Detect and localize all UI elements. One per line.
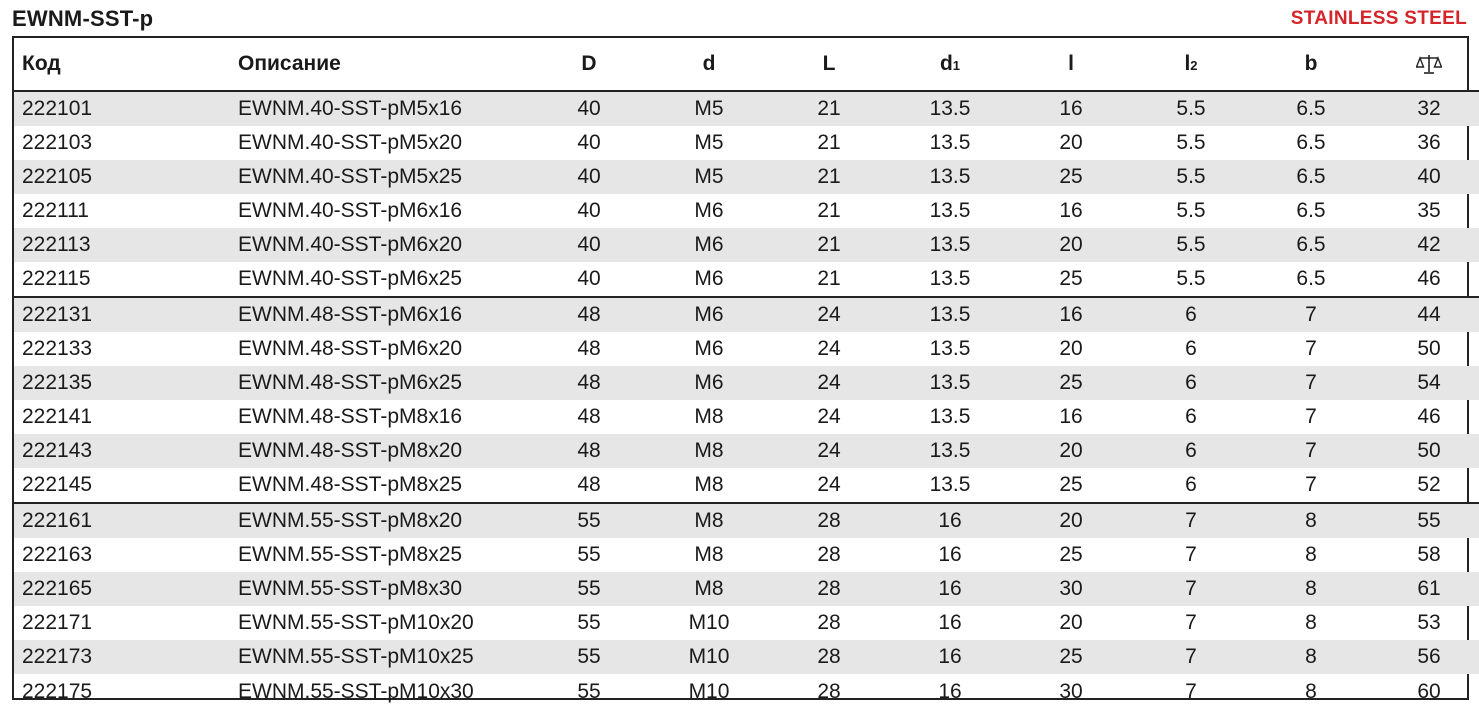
cell-L: 21	[817, 131, 841, 154]
cell-D: 40	[530, 160, 648, 194]
cell-l2: 7	[1185, 543, 1197, 566]
cell-L: 24	[817, 473, 841, 496]
cell-d1: 13.5	[888, 91, 1012, 126]
cell-l: 25	[1059, 473, 1083, 496]
cell-D: 55	[577, 611, 601, 634]
cell-description: EWNM.48-SST-pM8x20	[230, 434, 530, 468]
scale-icon	[1416, 53, 1442, 75]
cell-code: 222103	[22, 131, 93, 154]
cell-weight: 52	[1417, 473, 1441, 496]
cell-b: 6.5	[1296, 267, 1326, 290]
col-header-d: d	[648, 38, 770, 91]
spec-table	[14, 38, 1479, 709]
cell-d: M10	[648, 640, 770, 674]
col-header-weight	[1370, 38, 1479, 91]
cell-d: M8	[694, 473, 724, 496]
cell-b: 6.5	[1252, 228, 1370, 262]
cell-code: 222133	[22, 337, 93, 360]
cell-L: 24	[770, 297, 888, 332]
cell-l: 16	[1059, 199, 1083, 222]
cell-weight: 35	[1417, 199, 1441, 222]
cell-D: 48	[530, 434, 648, 468]
table-row	[14, 366, 1479, 400]
cell-description: EWNM.48-SST-pM6x16	[230, 297, 530, 332]
cell-b: 8	[1305, 679, 1317, 703]
cell-weight: 42	[1370, 228, 1479, 262]
cell-L: 24	[770, 434, 888, 468]
col-header-l: l	[1012, 38, 1130, 91]
table-row	[14, 674, 1479, 709]
cell-description: EWNM.40-SST-pM5x25	[230, 160, 530, 194]
cell-D: 40	[577, 267, 601, 290]
cell-l: 25	[1012, 640, 1130, 674]
cell-d: M10	[688, 679, 730, 703]
cell-L: 21	[770, 228, 888, 262]
cell-d1: 13.5	[888, 160, 1012, 194]
cell-b: 8	[1252, 503, 1370, 538]
material-label: STAINLESS STEEL	[1290, 8, 1467, 29]
cell-l2: 5.5	[1176, 199, 1206, 222]
cell-code: 222131	[14, 297, 230, 332]
cell-d1: 13.5	[888, 366, 1012, 400]
cell-code: 222105	[14, 160, 230, 194]
cell-b: 8	[1252, 640, 1370, 674]
cell-code: 222161	[14, 503, 230, 538]
cell-L: 21	[817, 199, 841, 222]
cell-weight: 61	[1370, 572, 1479, 606]
cell-d1: 16	[888, 503, 1012, 538]
cell-weight: 32	[1370, 91, 1479, 126]
cell-L: 21	[770, 91, 888, 126]
cell-d1: 13.5	[929, 199, 971, 222]
cell-d: M8	[648, 572, 770, 606]
table-row	[14, 262, 1479, 297]
table-row	[14, 434, 1479, 468]
col-header-D: D	[530, 38, 648, 91]
cell-d: M5	[648, 160, 770, 194]
table-body	[14, 91, 1479, 709]
cell-l2: 6	[1185, 337, 1197, 360]
col-header-l2-sub: 2	[1190, 58, 1198, 73]
cell-L: 21	[770, 160, 888, 194]
table-row	[14, 297, 1479, 332]
cell-d: M5	[694, 131, 724, 154]
cell-d1: 16	[938, 679, 962, 703]
cell-description: EWNM.55-SST-pM10x30	[238, 679, 474, 703]
cell-D: 40	[577, 199, 601, 222]
cell-code: 222171	[22, 611, 93, 634]
cell-D: 55	[577, 679, 601, 703]
cell-l2: 5.5	[1176, 131, 1206, 154]
cell-l: 20	[1059, 131, 1083, 154]
cell-weight: 50	[1370, 434, 1479, 468]
cell-d1: 13.5	[888, 297, 1012, 332]
cell-l: 30	[1012, 572, 1130, 606]
cell-l2: 6	[1185, 473, 1197, 496]
cell-d1: 16	[938, 611, 962, 634]
cell-d: M5	[648, 91, 770, 126]
spec-table-frame	[12, 36, 1469, 703]
cell-d: M6	[694, 337, 724, 360]
cell-b: 7	[1305, 405, 1317, 428]
cell-D: 48	[577, 405, 601, 428]
col-header-description: Описание	[230, 38, 530, 91]
cell-l2: 5.5	[1130, 91, 1252, 126]
table-row	[14, 126, 1479, 160]
cell-L: 24	[770, 366, 888, 400]
cell-d: M8	[648, 434, 770, 468]
cell-l2: 5.5	[1130, 160, 1252, 194]
cell-l2: 6	[1130, 434, 1252, 468]
cell-D: 40	[577, 131, 601, 154]
cell-weight: 40	[1370, 160, 1479, 194]
cell-weight: 60	[1417, 679, 1441, 703]
table-header-row	[14, 38, 1479, 91]
cell-l: 16	[1012, 91, 1130, 126]
col-header-l2	[1130, 38, 1252, 91]
cell-b: 6.5	[1296, 131, 1326, 154]
cell-L: 24	[817, 337, 841, 360]
cell-l: 30	[1059, 679, 1083, 703]
cell-d: M6	[648, 228, 770, 262]
cell-description: EWNM.48-SST-pM8x16	[238, 405, 463, 428]
cell-l: 20	[1012, 228, 1130, 262]
col-header-b: b	[1252, 38, 1370, 91]
cell-weight: 53	[1417, 611, 1441, 634]
cell-description: EWNM.55-SST-pM8x25	[238, 543, 463, 566]
cell-l: 25	[1012, 366, 1130, 400]
cell-l2: 5.5	[1130, 228, 1252, 262]
col-header-d1	[888, 38, 1012, 91]
cell-code: 222143	[14, 434, 230, 468]
cell-weight: 46	[1417, 405, 1441, 428]
cell-description: EWNM.40-SST-pM6x16	[238, 199, 463, 222]
table-row	[14, 606, 1479, 640]
cell-d: M8	[694, 543, 724, 566]
cell-l: 25	[1059, 543, 1083, 566]
cell-description: EWNM.48-SST-pM8x25	[238, 473, 463, 496]
col-header-L: L	[770, 38, 888, 91]
cell-L: 28	[770, 503, 888, 538]
cell-code: 222165	[14, 572, 230, 606]
table-row	[14, 332, 1479, 366]
cell-D: 48	[577, 337, 601, 360]
cell-l2: 6	[1130, 297, 1252, 332]
cell-b: 7	[1252, 434, 1370, 468]
cell-description: EWNM.40-SST-pM6x20	[230, 228, 530, 262]
cell-d1: 13.5	[929, 131, 971, 154]
cell-d1: 13.5	[929, 267, 971, 290]
table-row	[14, 572, 1479, 606]
cell-b: 6.5	[1252, 91, 1370, 126]
cell-l2: 6	[1185, 405, 1197, 428]
cell-description: EWNM.55-SST-pM10x20	[238, 611, 474, 634]
cell-l: 20	[1059, 337, 1083, 360]
cell-code: 222111	[22, 199, 89, 222]
cell-l2: 6	[1130, 366, 1252, 400]
cell-weight: 55	[1370, 503, 1479, 538]
cell-b: 7	[1252, 297, 1370, 332]
cell-weight: 46	[1417, 267, 1441, 290]
cell-b: 7	[1252, 366, 1370, 400]
cell-code: 222115	[22, 267, 91, 290]
cell-D: 48	[577, 473, 601, 496]
col-header-d1-main: d	[939, 52, 953, 75]
cell-l2: 5.5	[1176, 267, 1206, 290]
cell-b: 8	[1305, 611, 1317, 634]
cell-code: 222145	[22, 473, 93, 496]
cell-D: 48	[530, 297, 648, 332]
cell-weight: 58	[1417, 543, 1441, 566]
cell-d: M6	[648, 366, 770, 400]
cell-d1: 16	[888, 572, 1012, 606]
col-header-l2-main: l	[1184, 52, 1191, 75]
table-row	[14, 503, 1479, 538]
cell-code: 222141	[22, 405, 93, 428]
cell-b: 8	[1252, 572, 1370, 606]
cell-d: M8	[648, 503, 770, 538]
cell-l: 20	[1012, 434, 1130, 468]
cell-d: M6	[648, 297, 770, 332]
cell-L: 28	[817, 679, 841, 703]
cell-D: 55	[530, 572, 648, 606]
table-row	[14, 468, 1479, 503]
cell-D: 55	[530, 503, 648, 538]
cell-b: 7	[1305, 337, 1317, 360]
cell-d: M8	[694, 405, 724, 428]
cell-d1: 16	[888, 640, 1012, 674]
cell-L: 28	[770, 572, 888, 606]
cell-b: 7	[1305, 473, 1317, 496]
cell-d: M6	[694, 267, 724, 290]
cell-code: 222113	[14, 228, 230, 262]
cell-L: 28	[770, 640, 888, 674]
cell-code: 222135	[14, 366, 230, 400]
cell-d1: 13.5	[929, 473, 971, 496]
table-row	[14, 228, 1479, 262]
cell-description: EWNM.40-SST-pM6x25	[238, 267, 463, 290]
cell-description: EWNM.55-SST-pM8x30	[230, 572, 530, 606]
cell-d: M6	[694, 199, 724, 222]
cell-b: 8	[1305, 543, 1317, 566]
cell-d1: 16	[938, 543, 962, 566]
cell-l2: 7	[1130, 572, 1252, 606]
cell-l2: 7	[1130, 640, 1252, 674]
cell-weight: 44	[1370, 297, 1479, 332]
table-row	[14, 160, 1479, 194]
cell-l: 20	[1059, 611, 1083, 634]
cell-l: 25	[1059, 267, 1083, 290]
table-row	[14, 91, 1479, 126]
cell-d1: 13.5	[929, 337, 971, 360]
cell-code: 222173	[14, 640, 230, 674]
cell-description: EWNM.48-SST-pM6x25	[230, 366, 530, 400]
cell-l: 16	[1059, 405, 1083, 428]
cell-weight: 54	[1370, 366, 1479, 400]
cell-d: M10	[688, 611, 730, 634]
table-row	[14, 400, 1479, 434]
cell-description: EWNM.55-SST-pM8x20	[230, 503, 530, 538]
table-row	[14, 538, 1479, 572]
cell-L: 21	[817, 267, 841, 290]
cell-l: 20	[1012, 503, 1130, 538]
cell-l2: 7	[1185, 611, 1197, 634]
cell-b: 6.5	[1252, 160, 1370, 194]
cell-d1: 13.5	[929, 405, 971, 428]
cell-D: 40	[530, 228, 648, 262]
cell-code: 222163	[22, 543, 93, 566]
cell-L: 24	[817, 405, 841, 428]
cell-L: 28	[817, 611, 841, 634]
cell-weight: 50	[1417, 337, 1441, 360]
cell-description: EWNM.40-SST-pM5x16	[230, 91, 530, 126]
cell-description: EWNM.40-SST-pM5x20	[238, 131, 463, 154]
cell-weight: 56	[1370, 640, 1479, 674]
cell-code: 222175	[22, 679, 93, 703]
cell-b: 6.5	[1296, 199, 1326, 222]
cell-code: 222101	[14, 91, 230, 126]
cell-l2: 7	[1130, 503, 1252, 538]
cell-description: EWNM.48-SST-pM6x20	[238, 337, 463, 360]
cell-l2: 7	[1185, 679, 1197, 703]
cell-d1: 13.5	[888, 228, 1012, 262]
col-header-code: Код	[14, 38, 230, 91]
product-title: EWNM-SST-p	[12, 6, 154, 31]
table-row	[14, 640, 1479, 674]
cell-D: 40	[530, 91, 648, 126]
cell-d1: 13.5	[888, 434, 1012, 468]
cell-l: 25	[1012, 160, 1130, 194]
cell-L: 28	[817, 543, 841, 566]
cell-weight: 36	[1417, 131, 1441, 154]
cell-D: 55	[530, 640, 648, 674]
col-header-d1-sub: 1	[952, 58, 961, 73]
table-row	[14, 194, 1479, 228]
cell-D: 55	[577, 543, 601, 566]
cell-description: EWNM.55-SST-pM10x25	[230, 640, 530, 674]
cell-D: 48	[530, 366, 648, 400]
cell-l: 16	[1012, 297, 1130, 332]
